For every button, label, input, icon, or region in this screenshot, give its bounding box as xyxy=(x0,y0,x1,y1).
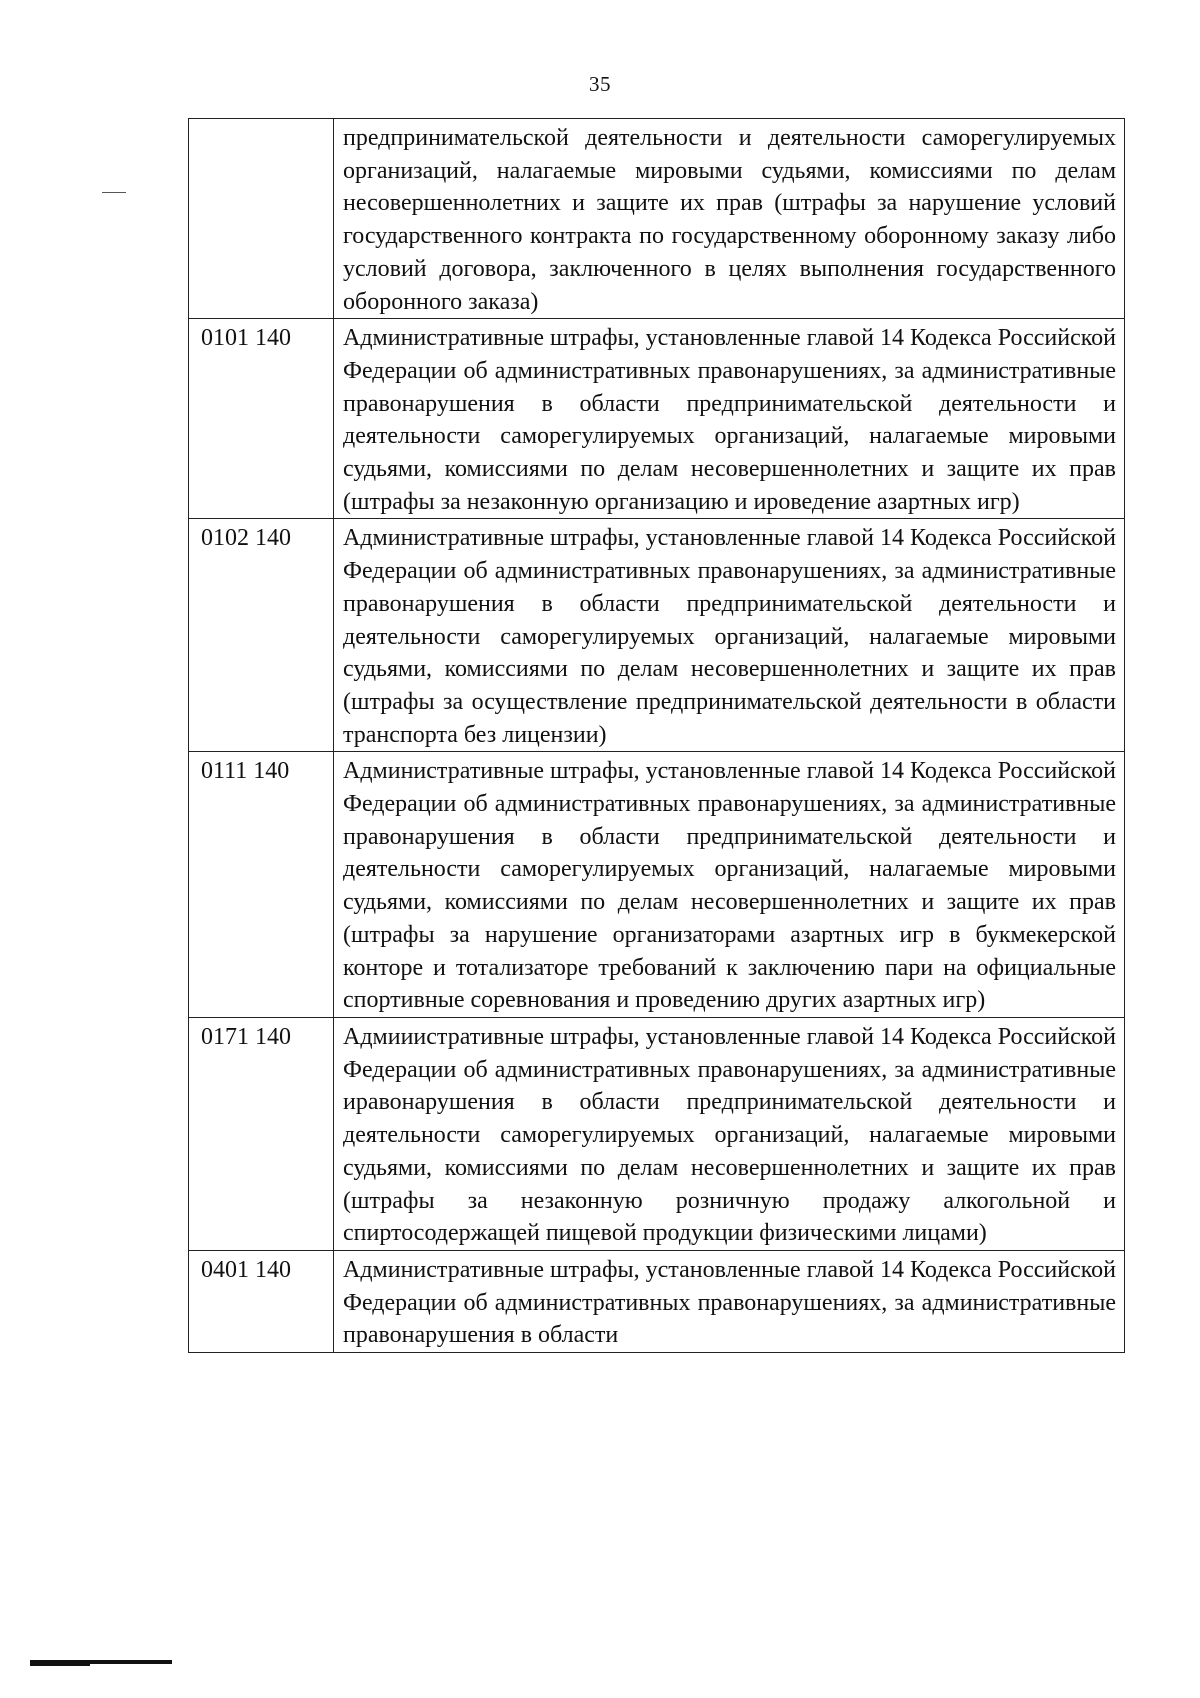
description-cell: Административные штрафы, установленные главой 14 Кодекса Российской Федерации об административных правонарушениях, за административные правонарушения в области xyxy=(334,1250,1125,1352)
margin-mark xyxy=(102,192,126,193)
code-cell: 0171 140 xyxy=(189,1017,334,1250)
table-row xyxy=(189,1250,1125,1352)
table-row xyxy=(189,752,1125,1018)
code-cell: 0101 140 xyxy=(189,319,334,519)
description-cell: Административные штрафы, установленные главой 14 Кодекса Российской Федерации об административных правонарушениях, за административные правонарушения в области предпринимательской деятельности и деятельности саморегулируемых организаций, налагаемые мировыми судьями, комиссиями по делам несовершеннолетних и защите их прав (штрафы за незаконную организацию и ироведение азартных игр) xyxy=(334,319,1125,519)
table-row xyxy=(189,319,1125,519)
page-number: 35 xyxy=(589,72,611,96)
table-row xyxy=(189,519,1125,752)
code-cell: 0401 140 xyxy=(189,1250,334,1352)
code-cell: 0102 140 xyxy=(189,519,334,752)
table-row xyxy=(189,1017,1125,1250)
description-cell: предпринимательской деятельности и деятельности саморегулируемых организаций, налагаемые мировыми судьями, комиссиями по делам несовершеннолетних и защите их прав (штрафы за нарушение условий государственного контракта по государственному оборонному заказу либо условий договора, заключенного в целях выполнения государственного оборонного заказа) xyxy=(334,119,1125,319)
scan-mark xyxy=(30,1660,172,1664)
description-cell: Административные штрафы, установленные главой 14 Кодекса Российской Федерации об административных правонарушениях, за административные правонарушения в области предпринимательской деятельности и деятельности саморегулируемых организаций, налагаемые мировыми судьями, комиссиями по делам несовершеннолетних и защите их прав (штрафы за осуществление предпринимательской деятельности в области транспорта без лицензии) xyxy=(334,519,1125,752)
code-cell xyxy=(189,119,334,319)
code-cell: 0111 140 xyxy=(189,752,334,1018)
description-cell: Административные штрафы, установленные главой 14 Кодекса Российской Федерации об административных правонарушениях, за административные правонарушения в области предпринимательской деятельности и деятельности саморегулируемых организаций, налагаемые мировыми судьями, комиссиями по делам несовершеннолетних и защите их прав (штрафы за нарушение организаторами азартных игр в букмекерской конторе и тотализаторе требований к заключению пари на официальные спортивные соревнования и проведению других азартных игр) xyxy=(334,752,1125,1018)
table-row xyxy=(189,119,1125,319)
description-cell: Адмииистративные штрафы, установленные главой 14 Кодекса Российской Федерации об административных правонарушениях, за административные иравонарушения в области предпринимательской деятельности и деятельности саморегулируемых организаций, налагаемые мировыми судьями, комиссиями по делам несовершеннолетних и защите их прав (штрафы за незаконную розничную продажу алкогольной и спиртосодержащей пищевой продукции физическими лицами) xyxy=(334,1017,1125,1250)
classification-table xyxy=(188,118,1125,1353)
